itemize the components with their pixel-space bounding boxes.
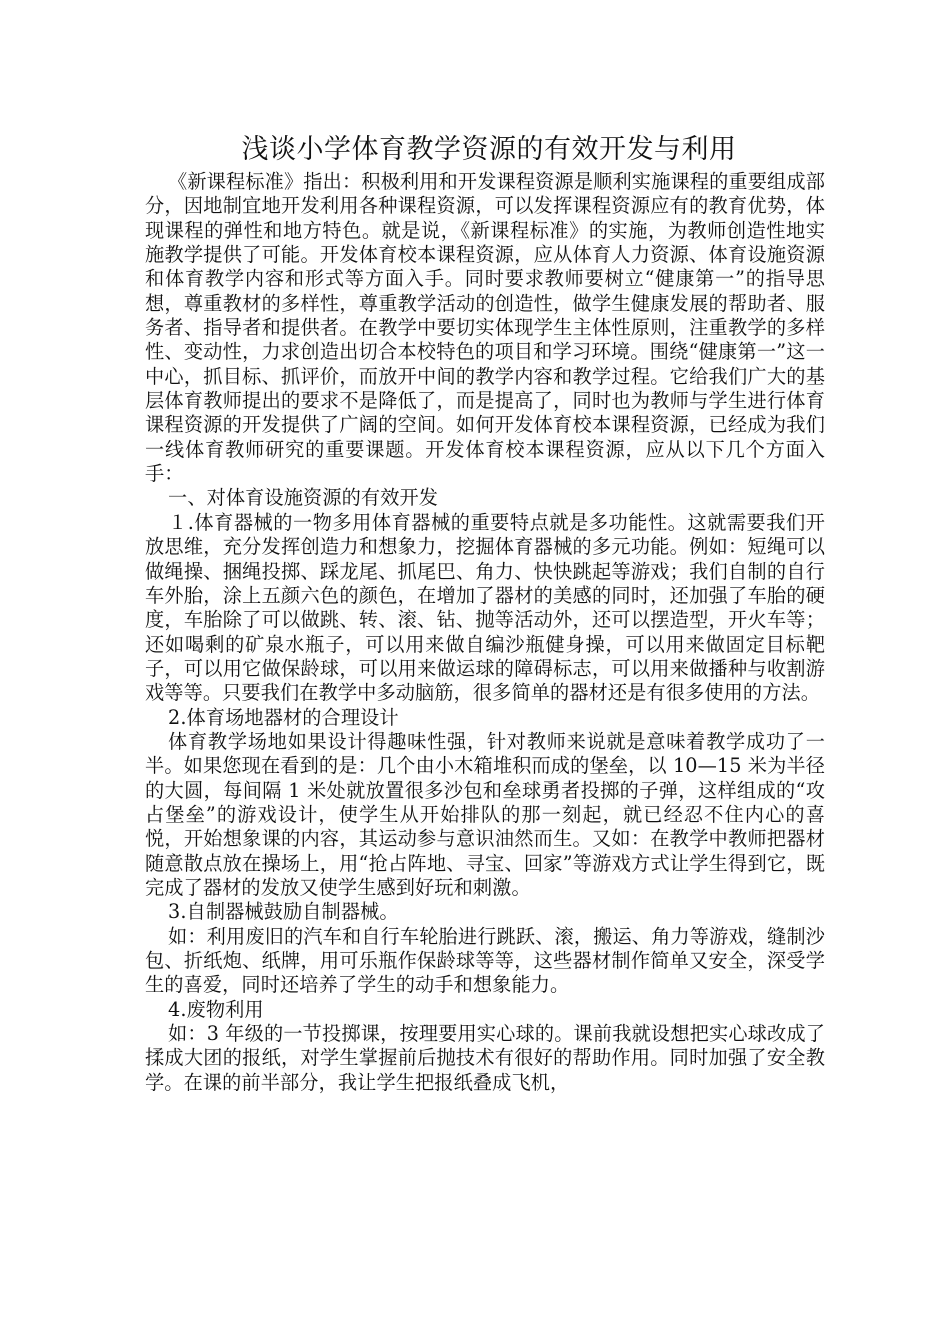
section-1-heading: 一、对体育设施资源的有效开发	[168, 486, 439, 510]
item-3-heading: 3.自制器械鼓励自制器械。	[168, 900, 399, 924]
intro-paragraph: 《新课程标准》指出：积极利用和开发课程资源是顺利实施课程的重要组成部分，因地制宜地开发利用各种课程资源，可以发挥课程资源应有的教育优势，体现课程的弹性和地方特色。就是说，《新课程标准》的实施，为教师创造性地实施教学提供了可能。开发体育校本课程资源，应从体育人力资源、体育设施资源和体育教学内容和形式等方面入手。同时要求教师要树立“健康第一”的指导思想，尊重教材的多样性，尊重教学活动的创造性，做学生健康发展的帮助者、服务者、指导者和提供者。在教学中要切实体现学生主体性原则，注重教学的多样性、变动性，力求创造出切合本校特色的项目和学习环境。围绕“健康第一”这一中心，抓目标、抓评价，而放开中间的教学内容和教学过程。它给我们广大的基层体育教师提出的要求不是降低了，而是提高了，同时也为教师与学生进行体育课程资源的开发提供了广阔的空间。如何开发体育校本课程资源，已经成为我们一线体育教师研究的重要课题。开发体育校本课程资源，应从以下几个方面入手：	[145, 170, 825, 486]
document-body	[145, 132, 825, 1095]
item-4-heading: 4.废物利用	[168, 997, 264, 1021]
item-2-paragraph: 体育教学场地如果设计得趣味性强，针对教师来说就是意味着教学成功了一半。如果您现在看到的是：几个由小木箱堆积而成的堡垒，以 10—15 米为半径的大圆，每间隔 1 米处就放置很多沙包和垒球勇者投掷的子弹，这样组成的“攻占堡垒”的游戏设计，使学生从开始排队的那一刻起，就已经忍不住内心的喜悦，开始想象课的内容，其运动参与意识油然而生。又如：在教学中教师把器材随意散点放在操场上，用“抢占阵地、寻宝、回家”等游戏方式让学生得到它，既完成了器材的发放又使学生感到好玩和刺激。	[145, 729, 825, 899]
item-4-paragraph: 如：3 年级的一节投掷课，按理要用实心球的。课前我就设想把实心球改成了揉成大团的报纸，对学生掌握前后抛技术有很好的帮助作用。同时加强了安全教学。在课的前半部分，我让学生把报纸叠成飞机，	[145, 1022, 825, 1094]
item-1-paragraph: １.体育器械的一物多用体育器械的重要特点就是多功能性。这就需要我们开放思维，充分发挥创造力和想象力，挖掘体育器械的多元功能。例如：短绳可以做绳操、捆绳投掷、踩龙尾、抓尾巴、角力、快快跳起等游戏；我们自制的自行车外胎，涂上五颜六色的颜色，在增加了器材的美感的同时，还加强了车胎的硬度，车胎除了可以做跳、转、滚、钻、抛等活动外，还可以摆造型，开火车等；还如喝剩的矿泉水瓶子，可以用来做自编沙瓶健身操，可以用来做固定目标靶子，可以用它做保龄球，可以用来做运球的障碍标志，可以用来做播种与收割游戏等等。只要我们在教学中多动脑筋，很多简单的器材还是有很多使用的方法。	[145, 510, 825, 705]
item-3-paragraph: 如：利用废旧的汽车和自行车轮胎进行跳跃、滚，搬运、角力等游戏，缝制沙包、折纸炮、纸牌，用可乐瓶作保龄球等等，这些器材制作简单又安全，深受学生的喜爱，同时还培养了学生的动手和想象能力。	[145, 924, 825, 997]
document-title: 浅谈小学体育教学资源的有效开发与利用	[241, 134, 737, 165]
item-2-heading: 2.体育场地器材的合理设计	[168, 705, 399, 729]
